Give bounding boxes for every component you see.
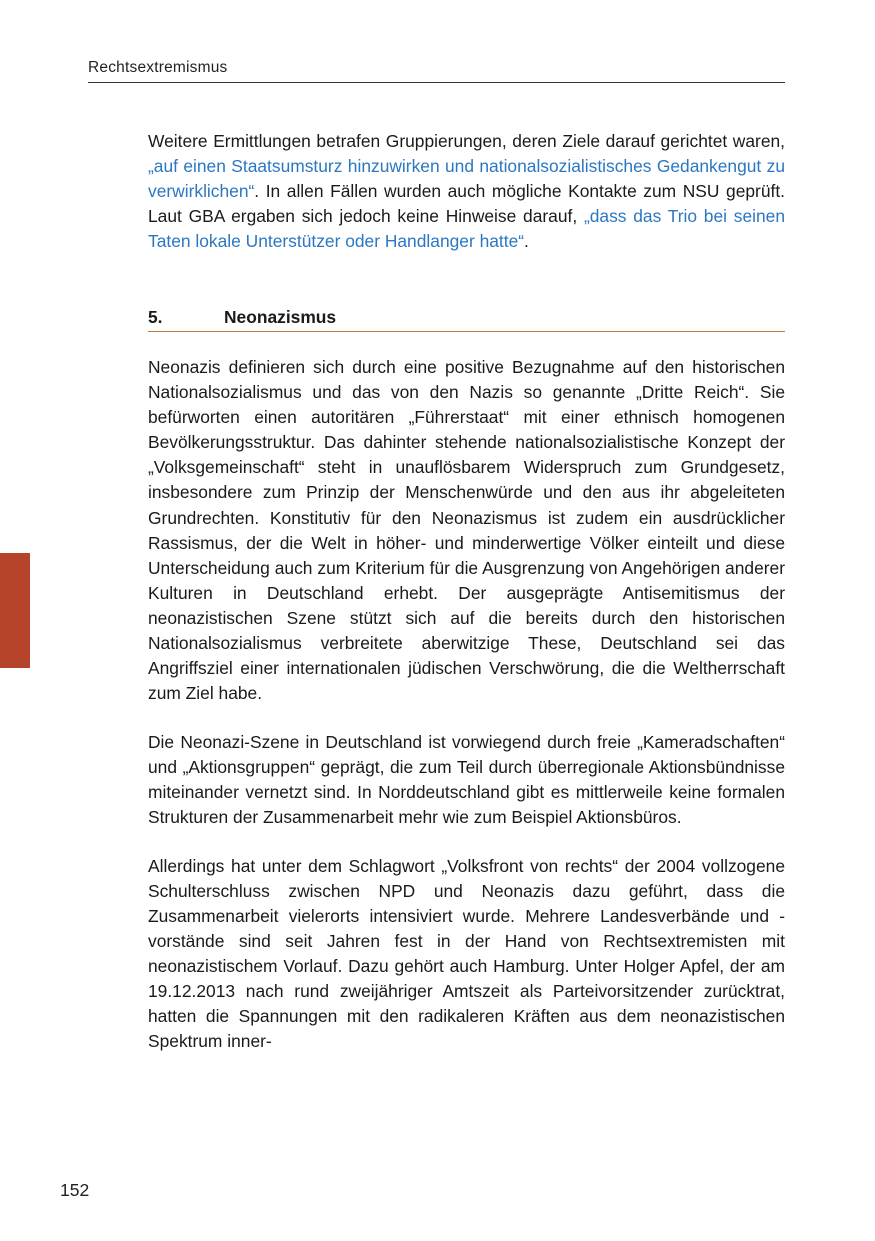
section-number: 5. bbox=[148, 307, 163, 328]
chapter-side-tab bbox=[0, 553, 30, 668]
quotation: „auf einen Staatsumsturz hinzuwirken und nationalsozialistisches Gedankengut zu verwirklichen“ bbox=[148, 156, 785, 202]
running-header: Rechtsextremismus bbox=[88, 59, 228, 76]
section-heading bbox=[148, 306, 785, 332]
paragraph-text: . In allen Fällen wurden auch mögliche Kontakte zum NSU geprüft. Laut GBA ergaben sich jedoch keine Hinweise darauf, bbox=[148, 181, 785, 227]
page-number: 152 bbox=[60, 1180, 90, 1200]
paragraph-investigations bbox=[148, 129, 785, 254]
paragraph-volksfront: Allerdings hat unter dem Schlagwort „Volksfront von rechts“ der 2004 vollzogene Schulterschluss zwischen NPD und Neonazis dazu geführt, dass die Zusammenarbeit vielerorts intensiviert wurde. Mehrere Landesverbände und -vorstände sind seit Jahren fest in der Hand von Rechtsextremisten mit neonazistischem Vorlauf. Dazu gehört auch Hamburg. Unter Holger Apfel, der am 19.12.2013 nach rund zweijähriger Amtszeit als Parteivorsitzender zurücktrat, hatten die Spannungen mit den radikaleren Kräften aus dem neonazistischen Spektrum inner- bbox=[148, 856, 785, 1052]
quotation: „dass das Trio bei seinen Taten lokale Unterstützer oder Handlanger hatte“ bbox=[148, 206, 785, 252]
paragraph-definition: Neonazis definieren sich durch eine positive Bezugnahme auf den historischen Nationalsozialismus und das von den Nazis so genannte „Dritte Reich“. Sie befürworten einen autoritären „Führerstaat“ mit einer ethnisch homogenen Bevölkerungsstruktur. Das dahinter stehende nationalsozialistische Konzept der „Volksgemeinschaft“ steht in unauflösbarem Widerspruch zum Grundgesetz, insbesondere zum Prinzip der Menschenwürde und den aus ihr abgeleiteten Grundrechten. Konstitutiv für den Neonazismus ist zudem ein ausdrücklicher Rassismus, der die Welt in höher- und minderwertige Völker einteilt und diese Unterscheidung auch zum Kriterium für die Ausgrenzung von Angehörigen anderer Kulturen in Deutschland erhebt. Der ausgeprägte Antisemitismus der neonazistischen Szene stützt sich auf die bereits durch den historischen Nationalsozialismus verbreitete aberwitzige These, Deutschland sei das Angriffsziel einer internationalen jüdischen Verschwörung, die die Weltherrschaft zum Ziel habe. bbox=[148, 357, 785, 703]
paragraph-text: . bbox=[524, 231, 529, 252]
page-body bbox=[148, 129, 785, 1054]
paragraph-scene: Die Neonazi-Szene in Deutschland ist vorwiegend durch freie „Kameradschaften“ und „Aktionsgruppen“ geprägt, die zum Teil durch überregionale Aktionsbündnisse miteinander vernetzt sind. In Norddeutschland gibt es mittlerweile keine formalen Strukturen der Zusammenarbeit mehr wie zum Beispiel Aktionsbüros. bbox=[148, 731, 785, 828]
paragraph-text: Weitere Ermittlungen betrafen Gruppierungen, deren Ziele darauf gerichtet waren, bbox=[148, 131, 785, 151]
header-rule bbox=[88, 82, 785, 83]
section-title: Neonazismus bbox=[224, 307, 337, 328]
